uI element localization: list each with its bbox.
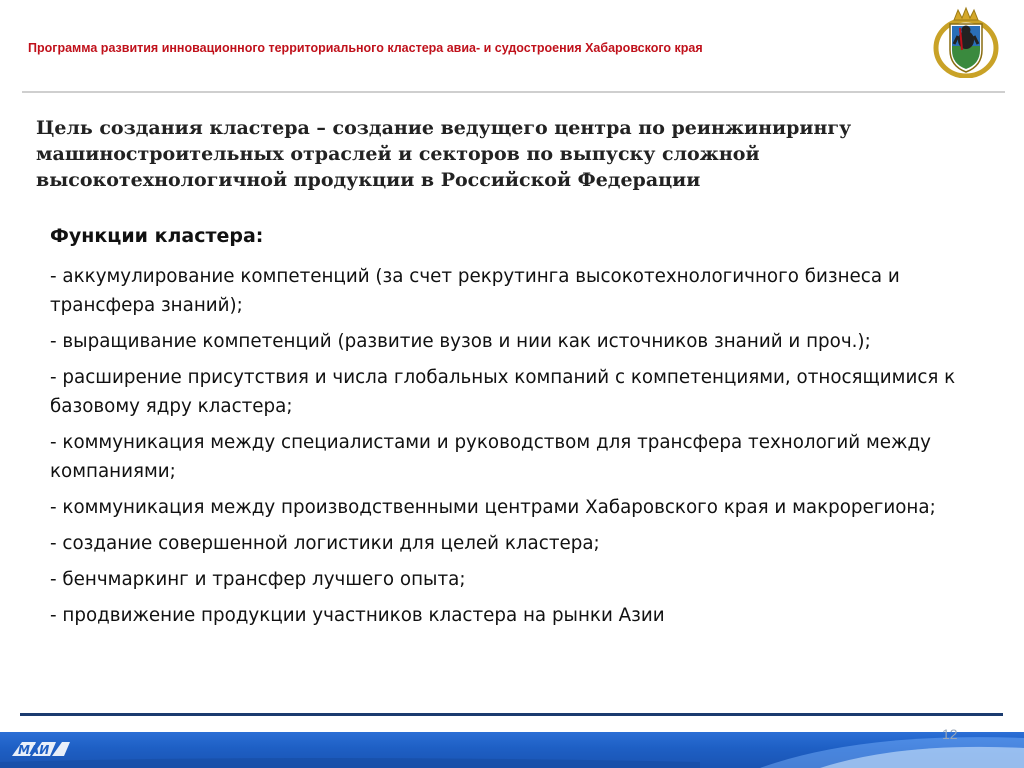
list-item: - создание совершенной логистики для целей кластера; [50, 533, 600, 554]
footer-band [0, 732, 1024, 768]
list-item: - продвижение продукции участников кластера на рынки Азии [50, 605, 665, 626]
goal-line: высокотехнологичной продукции в Российской Федерации [36, 169, 701, 191]
list-item: - коммуникация между специалистами и руководством для трансфера технологий между компаниями; [50, 432, 931, 482]
footer-divider [20, 713, 1003, 716]
functions-title: Функции кластера: [50, 225, 264, 247]
header-divider [22, 91, 1005, 93]
page-number: 12 [942, 726, 958, 742]
slide-header-title: Программа развития инновационного территориального кластера авиа- и судостроения Хабаровского края [28, 41, 703, 55]
list-item: - выращивание компетенций (развитие вузов и нии как источников знаний и проч.); [50, 331, 871, 352]
svg-text:МАИ: МАИ [18, 743, 50, 757]
list-item: - расширение присутствия и числа глобальных компаний с компетенциями, относящимися к базовому ядру кластера; [50, 367, 956, 417]
list-item: - коммуникация между производственными центрами Хабаровского края и макрорегиона; [50, 497, 936, 518]
cluster-goal-heading [36, 115, 936, 193]
mai-logo-icon [10, 738, 72, 760]
list-item: - бенчмаркинг и трансфер лучшего опыта; [50, 569, 466, 590]
functions-list [50, 262, 995, 637]
coat-of-arms-icon [932, 6, 1000, 78]
list-item: - аккумулирование компетенций (за счет рекрутинга высокотехнологичного бизнеса и трансфера знаний); [50, 266, 900, 316]
goal-line: машиностроительных отраслей и секторов по выпуску сложной [36, 143, 760, 165]
goal-line: Цель создания кластера – создание ведущего центра по реинжинирингу [36, 117, 852, 139]
footer-swoosh-decoration [0, 732, 1024, 768]
